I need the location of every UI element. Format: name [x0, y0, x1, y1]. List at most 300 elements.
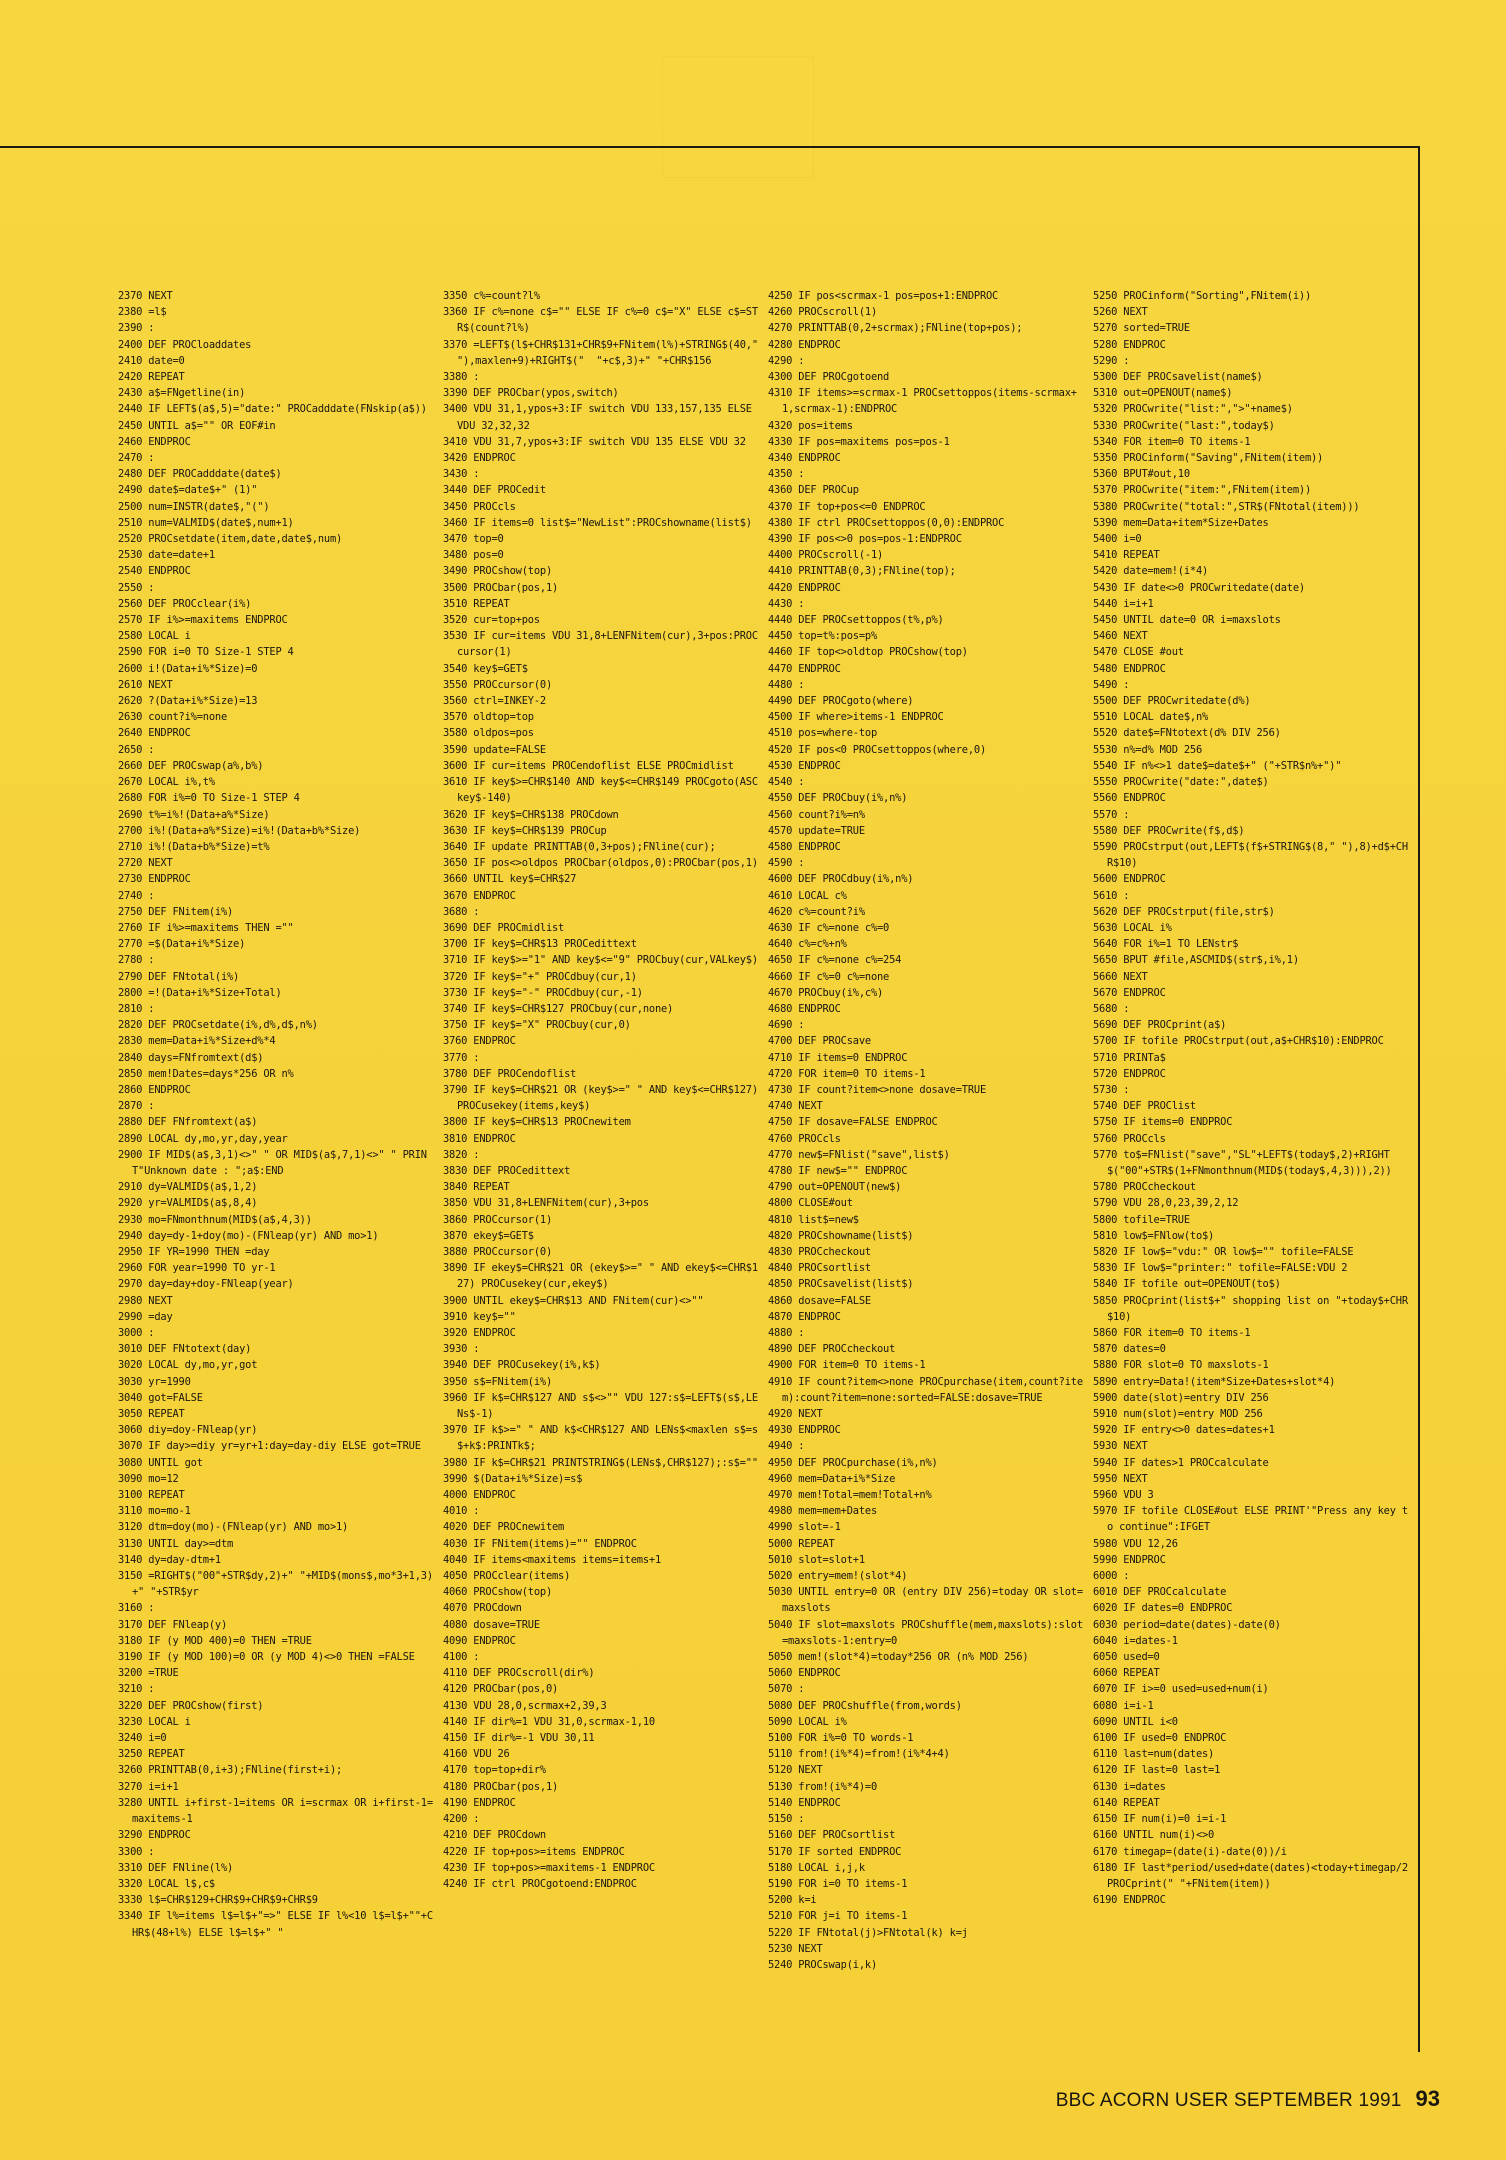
code-line: 4950 DEF PROCpurchase(i%,n%): [768, 1456, 938, 1469]
code-line: 5370 PROCwrite("item:",FNitem(item)): [1093, 484, 1312, 497]
code-line: 2840 days=FNfromtext(d$): [118, 1051, 264, 1064]
code-line: 5780 PROCcheckout: [1093, 1181, 1196, 1194]
code-line: 4810 list$=new$: [768, 1213, 859, 1226]
code-line: 2830 mem=Data+i%*Size+d%*4: [118, 1035, 276, 1048]
code-line: 3490 PROCshow(top): [443, 565, 553, 578]
show-through-shadow: [662, 56, 814, 178]
magazine-credit: BBC ACORN USER SEPTEMBER 1991: [1055, 2090, 1402, 2111]
code-line: 2670 LOCAL i%,t%: [118, 776, 215, 789]
code-line: 4960 mem=Data+i%*Size: [768, 1472, 896, 1485]
code-line: 3850 VDU 31,8+LENFNitem(cur),3+pos: [443, 1197, 649, 1210]
code-line: 5510 LOCAL date$,n%: [1093, 711, 1209, 724]
code-line: 2610 NEXT: [118, 678, 173, 691]
code-line: 4060 PROCshow(top): [443, 1586, 553, 1599]
code-line: 4900 FOR item=0 TO items-1: [768, 1359, 926, 1372]
code-line: 5990 ENDPROC: [1093, 1553, 1166, 1566]
code-line: 4190 ENDPROC: [443, 1796, 516, 1809]
listing-column-3: [768, 288, 1085, 1971]
code-line: 6170 timegap=(date(i)-date(0))/i: [1093, 1845, 1287, 1858]
code-line: 3130 UNTIL day>=dtm: [118, 1537, 234, 1550]
code-line: 3120 dtm=doy(mo)-(FNleap(yr) AND mo>1): [118, 1521, 349, 1534]
code-line: 4570 update=TRUE: [768, 824, 865, 837]
code-line: 3930 :: [443, 1343, 480, 1356]
code-line: 3950 s$=FNitem(i%): [443, 1375, 553, 1388]
code-line: 4910 IF count?item<>none PROCpurchase(item,count?item):count?item=none:sorted=FALSE:dosave=TRUE: [768, 1375, 1083, 1404]
code-line: 5050 mem!(slot*4)=today*256 OR (n% MOD 256): [768, 1651, 1029, 1664]
code-line: 5480 ENDPROC: [1093, 662, 1166, 675]
code-line: 4250 IF pos<scrmax-1 pos=pos+1:ENDPROC: [768, 290, 999, 302]
code-line: 6160 UNTIL num(i)<>0: [1093, 1829, 1215, 1842]
code-line: 2880 DEF FNfromtext(a$): [118, 1116, 258, 1129]
code-line: 3820 :: [443, 1148, 480, 1161]
code-line: 5930 NEXT: [1093, 1440, 1148, 1453]
code-line: 5710 PRINTa$: [1093, 1051, 1166, 1064]
code-line: 5800 tofile=TRUE: [1093, 1213, 1190, 1226]
code-line: 2780 :: [118, 954, 155, 967]
code-line: 4600 DEF PROCdbuy(i%,n%): [768, 873, 914, 886]
code-line: 3350 c%=count?l%: [443, 290, 540, 302]
code-line: 2810 :: [118, 1002, 155, 1015]
code-line: 2750 DEF FNitem(i%): [118, 905, 234, 918]
code-line: 3390 DEF PROCbar(ypos,switch): [443, 387, 619, 400]
code-line: 5630 LOCAL i%: [1093, 921, 1172, 934]
code-line: 4310 IF items>=scrmax-1 PROCsettoppos(items-scrmax+1,scrmax-1):ENDPROC: [768, 387, 1077, 416]
code-line: 4490 DEF PROCgoto(where): [768, 695, 914, 708]
code-line: 4830 PROCcheckout: [768, 1245, 871, 1258]
code-line: 2900 IF MID$(a$,3,1)<>" " OR MID$(a$,7,1)<>" " PRINT"Unknown date : ";a$:END: [118, 1148, 427, 1177]
code-line: 3720 IF key$="+" PROCdbuy(cur,1): [443, 970, 637, 983]
code-line: 4420 ENDPROC: [768, 581, 841, 594]
code-line: 4140 IF dir%=1 VDU 31,0,scrmax-1,10: [443, 1715, 655, 1728]
code-line: 5530 n%=d% MOD 256: [1093, 743, 1203, 756]
code-line: 3430 :: [443, 468, 480, 481]
code-line: 3260 PRINTTAB(0,i+3);FNline(first+i);: [118, 1764, 343, 1777]
code-line: 4470 ENDPROC: [768, 662, 841, 675]
code-line: 5490 :: [1093, 678, 1130, 691]
code-line: 3580 oldpos=pos: [443, 727, 534, 740]
code-line: 5300 DEF PROCsavelist(name$): [1093, 371, 1263, 384]
code-line: 2730 ENDPROC: [118, 873, 191, 886]
code-line: 5060 ENDPROC: [768, 1667, 841, 1680]
code-line: 5460 NEXT: [1093, 630, 1148, 643]
code-line: 3690 DEF PROCmidlist: [443, 921, 565, 934]
code-line: 5870 dates=0: [1093, 1343, 1166, 1356]
code-line: 5620 DEF PROCstrput(file,str$): [1093, 905, 1275, 918]
code-line: 2890 LOCAL dy,mo,yr,day,year: [118, 1132, 288, 1145]
code-line: 2380 =l$: [118, 306, 167, 319]
code-line: 3870 ekey$=GET$: [443, 1229, 534, 1242]
code-line: 3000 :: [118, 1327, 155, 1339]
code-line: 4170 top=top+dir%: [443, 1764, 546, 1777]
code-line: 2490 date$=date$+" (1)": [118, 484, 258, 497]
code-line: 3210 :: [118, 1683, 155, 1696]
code-line: 5250 PROCinform("Sorting",FNitem(i)): [1093, 290, 1312, 302]
code-line: 5040 IF slot=maxslots PROCshuffle(mem,maxslots):slot=maxslots-1:entry=0: [768, 1618, 1083, 1647]
code-line: 5130 from!(i%*4)=0: [768, 1780, 878, 1793]
code-line: 6040 i=dates-1: [1093, 1634, 1178, 1647]
code-line: 3380 :: [443, 371, 480, 384]
code-line: 4500 IF where>items-1 ENDPROC: [768, 711, 944, 724]
code-line: 5650 BPUT #file,ASCMID$(str$,i%,1): [1093, 954, 1299, 967]
code-line: 3280 UNTIL i+first-1=items OR i=scrmax OR i+first-1=maxitems-1: [118, 1796, 433, 1826]
code-line: 6020 IF dates=0 ENDPROC: [1093, 1602, 1233, 1615]
code-line: 3160 :: [118, 1602, 155, 1615]
code-line: 4940 :: [768, 1440, 805, 1453]
code-line: 2910 dy=VALMID$(a$,1,2): [118, 1181, 258, 1194]
code-line: 4760 PROCcls: [768, 1132, 841, 1145]
code-line: 3200 =TRUE: [118, 1667, 179, 1680]
code-line: 4260 PROCscroll(1): [768, 306, 878, 319]
code-line: 2970 day=day+doy-FNleap(year): [118, 1278, 294, 1291]
code-line: 4200 :: [443, 1813, 480, 1826]
code-line: 2630 count?i%=none: [118, 711, 228, 724]
code-line: 3330 l$=CHR$129+CHR$9+CHR$9+CHR$9: [118, 1894, 318, 1907]
code-line: 3560 ctrl=INKEY-2: [443, 695, 546, 708]
code-line: 4980 mem=mem+Dates: [768, 1505, 878, 1518]
code-line: 3960 IF k$=CHR$127 AND s$<>"" VDU 127:s$=LEFT$(s$,LENs$-1): [443, 1391, 758, 1421]
code-line: 2560 DEF PROCclear(i%): [118, 597, 252, 610]
code-line: 4590 :: [768, 857, 805, 870]
code-line: 5120 NEXT: [768, 1764, 823, 1777]
code-line: 2680 FOR i%=0 TO Size-1 STEP 4: [118, 792, 300, 805]
code-line: 4730 IF count?item<>none dosave=TRUE: [768, 1083, 987, 1096]
code-line: 3900 UNTIL ekey$=CHR$13 AND FNitem(cur)<>"": [443, 1294, 704, 1307]
code-line: 3190 IF (y MOD 100)=0 OR (y MOD 4)<>0 THEN =FALSE: [118, 1651, 415, 1664]
code-line: 3550 PROCcursor(0): [443, 678, 553, 691]
page-number: 93: [1415, 2086, 1440, 2111]
code-line: 3830 DEF PROCedittext: [443, 1164, 571, 1177]
code-line: 4540 :: [768, 776, 805, 789]
code-line: 5100 FOR i%=0 TO words-1: [768, 1732, 914, 1745]
code-line: 4550 DEF PROCbuy(i%,n%): [768, 792, 908, 805]
code-line: 3570 oldtop=top: [443, 711, 534, 724]
code-line: 2980 NEXT: [118, 1294, 173, 1307]
code-line: 4660 IF c%=0 c%=none: [768, 970, 890, 983]
code-line: 6010 DEF PROCcalculate: [1093, 1586, 1227, 1599]
code-line: 5440 i=i+1: [1093, 597, 1154, 610]
code-line: 3440 DEF PROCedit: [443, 484, 546, 497]
code-line: 3810 ENDPROC: [443, 1132, 516, 1145]
code-line: 4530 ENDPROC: [768, 759, 841, 772]
code-line: 5590 PROCstrput(out,LEFT$(f$+STRING$(8," "),8)+d$+CHR$10): [1093, 840, 1408, 870]
code-line: 4020 DEF PROCnewitem: [443, 1521, 565, 1534]
code-line: 4680 ENDPROC: [768, 1002, 841, 1015]
code-line: 4030 IF FNitem(items)="" ENDPROC: [443, 1537, 637, 1550]
code-line: 2420 REPEAT: [118, 371, 185, 384]
code-line: 3180 IF (y MOD 400)=0 THEN =TRUE: [118, 1634, 312, 1647]
code-line: 5610 :: [1093, 889, 1130, 902]
code-line: 4430 :: [768, 597, 805, 610]
code-line: 5340 FOR item=0 TO items-1: [1093, 435, 1251, 448]
code-line: 5920 IF entry<>0 dates=dates+1: [1093, 1424, 1275, 1437]
code-line: 3640 IF update PRINTTAB(0,3+pos);FNline(cur);: [443, 840, 716, 853]
code-line: 2580 LOCAL i: [118, 630, 191, 643]
code-line: 3170 DEF FNleap(y): [118, 1618, 228, 1631]
code-line: 3780 DEF PROCendoflist: [443, 1067, 577, 1080]
code-line: 4360 DEF PROCup: [768, 484, 859, 497]
code-line: 4340 ENDPROC: [768, 452, 841, 465]
code-line: 5290 :: [1093, 354, 1130, 367]
code-line: 5820 IF low$="vdu:" OR low$="" tofile=FALSE: [1093, 1245, 1354, 1258]
code-line: 3410 VDU 31,7,ypos+3:IF switch VDU 135 ELSE VDU 32: [443, 435, 746, 448]
code-line: 3320 LOCAL l$,c$: [118, 1877, 215, 1890]
code-line: 3760 ENDPROC: [443, 1035, 516, 1048]
code-line: 4720 FOR item=0 TO items-1: [768, 1067, 926, 1080]
code-line: 3910 key$="": [443, 1310, 516, 1323]
code-line: 5330 PROCwrite("last:",today$): [1093, 419, 1275, 432]
code-line: 4440 DEF PROCsettoppos(t%,p%): [768, 614, 944, 627]
code-line: 6120 IF last=0 last=1: [1093, 1764, 1221, 1777]
code-line: 4710 IF items=0 ENDPROC: [768, 1051, 908, 1064]
code-line: 5350 PROCinform("Saving",FNitem(item)): [1093, 452, 1324, 465]
code-line: 2950 IF YR=1990 THEN =day: [118, 1245, 270, 1258]
code-line: 5200 k=i: [768, 1894, 817, 1907]
code-line: 4750 IF dosave=FALSE ENDPROC: [768, 1116, 938, 1129]
code-line: 3290 ENDPROC: [118, 1829, 191, 1842]
code-line: 4840 PROCsortlist: [768, 1262, 871, 1275]
code-line: 3600 IF cur=items PROCendoflist ELSE PROCmidlist: [443, 759, 734, 772]
code-line: 4120 PROCbar(pos,0): [443, 1683, 559, 1696]
code-line: 4300 DEF PROCgotoend: [768, 371, 890, 384]
code-line: 5020 entry=mem!(slot*4): [768, 1570, 908, 1583]
code-line: 6030 period=date(dates)-date(0): [1093, 1618, 1281, 1631]
code-line: 3450 PROCcls: [443, 500, 516, 513]
code-line: 5190 FOR i=0 TO items-1: [768, 1877, 908, 1890]
code-line: 3670 ENDPROC: [443, 889, 516, 902]
code-line: 2710 i%!(Data+b%*Size)=t%: [118, 840, 270, 853]
code-line: 4630 IF c%=none c%=0: [768, 921, 890, 934]
code-line: 4230 IF top+pos>=maxitems-1 ENDPROC: [443, 1861, 655, 1874]
code-line: 4280 ENDPROC: [768, 338, 841, 351]
code-line: 3520 cur=top+pos: [443, 614, 540, 627]
code-line: 6150 IF num(i)=0 i=i-1: [1093, 1813, 1227, 1826]
listing-column-1: [118, 288, 435, 1939]
code-line: 4460 IF top<>oldtop PROCshow(top): [768, 646, 968, 659]
code-line: 3400 VDU 31,1,ypos+3:IF switch VDU 133,157,135 ELSE VDU 32,32,32: [443, 403, 758, 432]
code-line: 3710 IF key$>="1" AND key$<="9" PROCbuy(cur,VALkey$): [443, 954, 758, 967]
code-line: 4130 VDU 28,0,scrmax+2,39,3: [443, 1699, 607, 1712]
code-line: 2940 day=dy-1+doy(mo)-(FNleap(yr) AND mo>1): [118, 1229, 379, 1242]
code-line: 4080 dosave=TRUE: [443, 1618, 540, 1631]
code-line: 5570 :: [1093, 808, 1130, 821]
code-line: 4620 c%=count?i%: [768, 905, 865, 918]
code-line: 2960 FOR year=1990 TO yr-1: [118, 1262, 276, 1275]
code-line: 3920 ENDPROC: [443, 1327, 516, 1339]
code-line: 6070 IF i>=0 used=used+num(i): [1093, 1683, 1269, 1696]
code-line: 4520 IF pos<0 PROCsettoppos(where,0): [768, 743, 987, 756]
code-line: 4400 PROCscroll(-1): [768, 549, 884, 562]
code-line: 5850 PROCprint(list$+" shopping list on "+today$+CHR$10): [1093, 1294, 1408, 1323]
code-line: 3540 key$=GET$: [443, 662, 528, 675]
code-line: 3660 UNTIL key$=CHR$27: [443, 873, 577, 886]
code-line: 5980 VDU 12,26: [1093, 1537, 1178, 1550]
code-line: 2820 DEF PROCsetdate(i%,d%,d$,n%): [118, 1019, 318, 1032]
code-line: 4390 IF pos<>0 pos=pos-1:ENDPROC: [768, 533, 962, 546]
code-line: 6060 REPEAT: [1093, 1667, 1160, 1680]
code-line: 5790 VDU 28,0,23,39,2,12: [1093, 1197, 1239, 1210]
right-rule: [1418, 146, 1420, 2052]
code-line: 5520 date$=FNtotext(d% DIV 256): [1093, 727, 1281, 740]
code-line: 3860 PROCcursor(1): [443, 1213, 553, 1226]
code-line: 5280 ENDPROC: [1093, 338, 1166, 351]
code-line: 3990 $(Data+i%*Size)=s$: [443, 1472, 583, 1485]
code-line: 3630 IF key$=CHR$139 PROCup: [443, 824, 607, 837]
code-line: 5450 UNTIL date=0 OR i=maxslots: [1093, 614, 1281, 627]
code-line: 3050 REPEAT: [118, 1408, 185, 1421]
code-line: 3750 IF key$="X" PROCbuy(cur,0): [443, 1019, 631, 1032]
code-line: 5010 slot=slot+1: [768, 1553, 865, 1566]
code-line: 6000 :: [1093, 1570, 1130, 1583]
code-line: 5210 FOR j=i TO items-1: [768, 1910, 908, 1923]
code-line: 2370 NEXT: [118, 290, 173, 302]
code-line: 3070 IF day>=diy yr=yr+1:day=day-diy ELSE got=TRUE: [118, 1440, 421, 1453]
code-line: 5310 out=OPENOUT(name$): [1093, 387, 1233, 400]
code-line: 3700 IF key$=CHR$13 PROCedittext: [443, 938, 637, 951]
code-line: 6110 last=num(dates): [1093, 1748, 1215, 1761]
code-line: 5940 IF dates>1 PROCcalculate: [1093, 1456, 1269, 1469]
code-line: 5660 NEXT: [1093, 970, 1148, 983]
code-line: 4670 PROCbuy(i%,c%): [768, 986, 884, 999]
code-line: 3230 LOCAL i: [118, 1715, 191, 1728]
code-line: 2740 :: [118, 889, 155, 902]
code-line: 5750 IF items=0 ENDPROC: [1093, 1116, 1233, 1129]
code-line: 2430 a$=FNgetline(in): [118, 387, 246, 400]
code-line: 2450 UNTIL a$="" OR EOF#in: [118, 419, 276, 432]
code-line: 3740 IF key$=CHR$127 PROCbuy(cur,none): [443, 1002, 674, 1015]
code-line: 3790 IF key$=CHR$21 OR (key$>=" " AND key$<=CHR$127) PROCusekey(items,key$): [443, 1083, 764, 1113]
code-line: 5890 entry=Data!(item*Size+Dates+slot*4): [1093, 1375, 1336, 1388]
code-line: 5260 NEXT: [1093, 306, 1148, 319]
code-line: 5150 :: [768, 1813, 805, 1826]
code-line: 3340 IF l%=items l$=l$+"=>" ELSE IF l%<10 l$=l$+""+CHR$(48+l%) ELSE l$=l$+" ": [118, 1910, 433, 1939]
code-line: 5000 REPEAT: [768, 1537, 835, 1550]
code-line: 5720 ENDPROC: [1093, 1067, 1166, 1080]
code-line: 5420 date=mem!(i*4): [1093, 565, 1209, 578]
code-line: 2390 :: [118, 322, 155, 335]
code-line: 3530 IF cur=items VDU 31,8+LENFNitem(cur),3+pos:PROCcursor(1): [443, 630, 758, 659]
code-line: 3800 IF key$=CHR$13 PROCnewitem: [443, 1116, 631, 1129]
code-line: 5080 DEF PROCshuffle(from,words): [768, 1699, 962, 1712]
code-line: 5740 DEF PROClist: [1093, 1100, 1196, 1113]
code-line: 4700 DEF PROCsave: [768, 1035, 871, 1048]
code-line: 4870 ENDPROC: [768, 1310, 841, 1323]
code-line: 5860 FOR item=0 TO items-1: [1093, 1327, 1251, 1339]
code-line: 5810 low$=FNlow(to$): [1093, 1229, 1215, 1242]
code-line: 5220 IF FNtotal(j)>FNtotal(k) k=j: [768, 1926, 968, 1939]
code-line: 2570 IF i%>=maxitems ENDPROC: [118, 614, 288, 627]
code-line: 5140 ENDPROC: [768, 1796, 841, 1809]
code-line: 5230 NEXT: [768, 1942, 823, 1955]
code-line: 5470 CLOSE #out: [1093, 646, 1184, 659]
code-line: 4930 ENDPROC: [768, 1424, 841, 1437]
code-line: 5910 num(slot)=entry MOD 256: [1093, 1408, 1263, 1421]
code-line: 5090 LOCAL i%: [768, 1715, 847, 1728]
code-line: 5640 FOR i%=1 TO LENstr$: [1093, 938, 1239, 951]
code-line: 2620 ?(Data+i%*Size)=13: [118, 695, 258, 708]
code-line: 3940 DEF PROCusekey(i%,k$): [443, 1359, 601, 1372]
code-line: 5600 ENDPROC: [1093, 873, 1166, 886]
code-line: 5680 :: [1093, 1002, 1130, 1015]
code-line: 6090 UNTIL i<0: [1093, 1715, 1178, 1728]
code-line: 4180 PROCbar(pos,1): [443, 1780, 559, 1793]
code-line: 3220 DEF PROCshow(first): [118, 1699, 264, 1712]
listing-column-4: [1093, 288, 1414, 1928]
code-line: 2470 :: [118, 452, 155, 465]
code-line: 2410 date=0: [118, 354, 185, 367]
code-line: 5960 VDU 3: [1093, 1489, 1154, 1502]
code-line: 5690 DEF PROCprint(a$): [1093, 1019, 1227, 1032]
code-line: 5700 IF tofile PROCstrput(out,a$+CHR$10):ENDPROC: [1093, 1035, 1384, 1048]
page-footer: [1056, 2086, 1440, 2112]
code-line: 2600 i!(Data+i%*Size)=0: [118, 662, 258, 675]
code-line: 2650 :: [118, 743, 155, 756]
code-line: 3590 update=FALSE: [443, 743, 546, 756]
code-line: 3300 :: [118, 1845, 155, 1858]
code-line: 4320 pos=items: [768, 419, 853, 432]
code-line: 5830 IF low$="printer:" tofile=FALSE:VDU 2: [1093, 1262, 1348, 1275]
code-line: 4410 PRINTTAB(0,3);FNline(top);: [768, 565, 956, 578]
code-line: 4210 DEF PROCdown: [443, 1829, 546, 1842]
code-line: 4650 IF c%=none c%=254: [768, 954, 902, 967]
code-line: 2800 =!(Data+i%*Size+Total): [118, 986, 282, 999]
code-line: 3370 =LEFT$(l$+CHR$131+CHR$9+FNitem(l%)+STRING$(40," "),maxlen+9)+RIGHT$(" "+c$,3)+" "+CHR$156: [443, 338, 764, 367]
code-line: 2440 IF LEFT$(a$,5)="date:" PROCadddate(FNskip(a$)): [118, 403, 427, 416]
code-line: 4560 count?i%=n%: [768, 808, 865, 821]
code-line: 5540 IF n%<>1 date$=date$+" ("+STR$n%+")": [1093, 759, 1342, 772]
code-line: 4270 PRINTTAB(0,2+scrmax);FNline(top+pos);: [768, 322, 1023, 335]
code-line: 4510 pos=where-top: [768, 727, 878, 740]
code-line: 2400 DEF PROCloaddates: [118, 338, 252, 351]
code-line: 4330 IF pos=maxitems pos=pos-1: [768, 435, 950, 448]
code-line: 3480 pos=0: [443, 549, 504, 562]
code-line: 4480 :: [768, 678, 805, 691]
code-line: 4000 ENDPROC: [443, 1489, 516, 1502]
code-line: 4740 NEXT: [768, 1100, 823, 1113]
code-line: 3770 :: [443, 1051, 480, 1064]
code-line: 5770 to$=FNlist("save","SL"+LEFT$(today$,2)+RIGHT$("00"+STR$(1+FNmonthnum(MID$(today$,4,3))),2)): [1093, 1148, 1392, 1177]
code-line: 6180 IF last*period/used+date(dates)<today+timegap/2 PROCprint(" "+FNitem(item)): [1093, 1861, 1414, 1890]
code-line: 4450 top=t%:pos=p%: [768, 630, 878, 643]
code-line: 4070 PROCdown: [443, 1602, 522, 1615]
code-line: 2460 ENDPROC: [118, 435, 191, 448]
code-line: 5950 NEXT: [1093, 1472, 1148, 1485]
code-line: 4990 slot=-1: [768, 1521, 841, 1534]
code-line: 4220 IF top+pos>=items ENDPROC: [443, 1845, 625, 1858]
code-line: 5880 FOR slot=0 TO maxslots-1: [1093, 1359, 1269, 1372]
code-line: 5730 :: [1093, 1083, 1130, 1096]
top-rule: [0, 146, 1420, 148]
code-line: 5390 mem=Data+item*Size+Dates: [1093, 516, 1269, 529]
code-line: 4640 c%=c%+n%: [768, 938, 847, 951]
code-line: 6100 IF used=0 ENDPROC: [1093, 1732, 1227, 1745]
code-line: 2790 DEF FNtotal(i%): [118, 970, 240, 983]
code-line: 2870 :: [118, 1100, 155, 1113]
code-line: 5400 i=0: [1093, 533, 1142, 546]
code-line: 3880 PROCcursor(0): [443, 1245, 553, 1258]
code-line: 5550 PROCwrite("date:",date$): [1093, 776, 1269, 789]
code-line: 2480 DEF PROCadddate(date$): [118, 468, 282, 481]
code-line: 3270 i=i+1: [118, 1780, 179, 1793]
code-line: 3620 IF key$=CHR$138 PROCdown: [443, 808, 619, 821]
code-line: 2590 FOR i=0 TO Size-1 STEP 4: [118, 646, 294, 659]
code-line: 3040 got=FALSE: [118, 1391, 203, 1404]
code-line: 3500 PROCbar(pos,1): [443, 581, 559, 594]
code-line: 6140 REPEAT: [1093, 1796, 1160, 1809]
code-line: 5900 date(slot)=entry DIV 256: [1093, 1391, 1269, 1404]
code-line: 4160 VDU 26: [443, 1748, 510, 1761]
code-line: 4860 dosave=FALSE: [768, 1294, 871, 1307]
code-line: 4370 IF top+pos<=0 ENDPROC: [768, 500, 926, 513]
